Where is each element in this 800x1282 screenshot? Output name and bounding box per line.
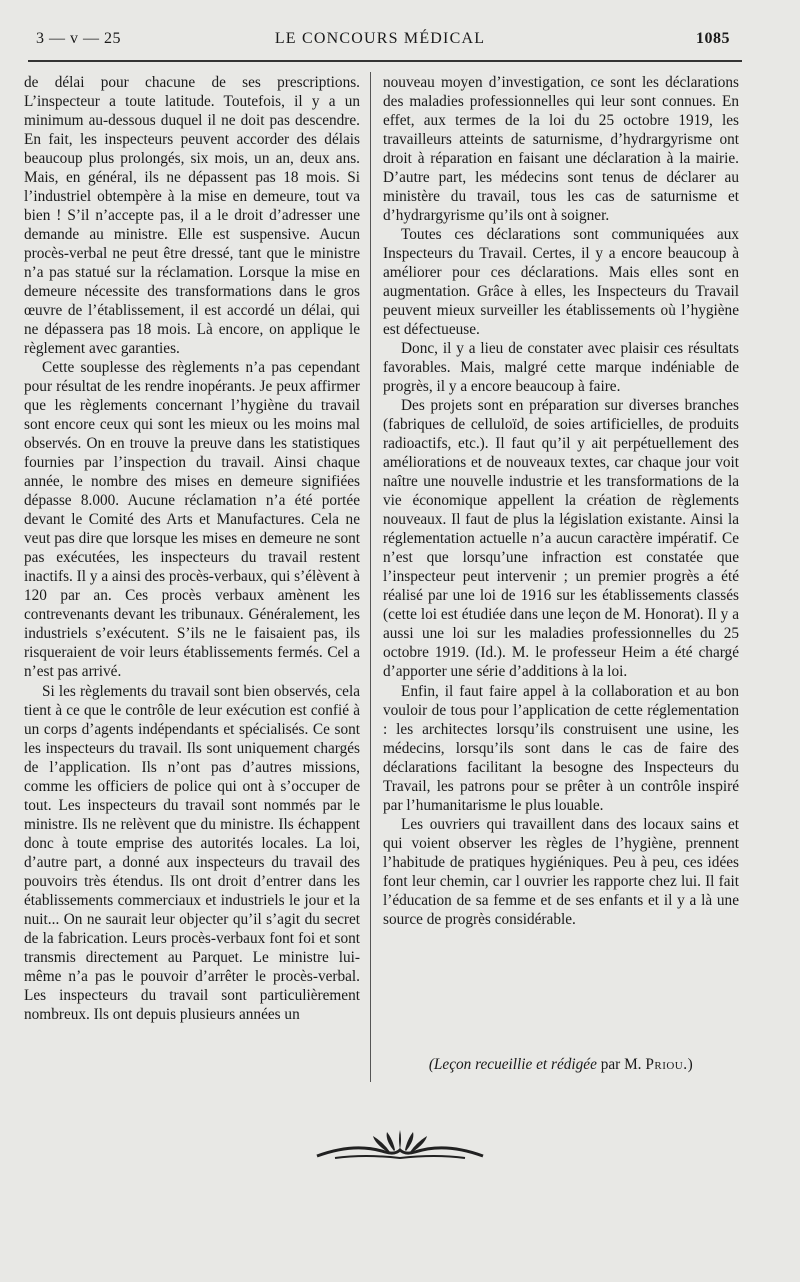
column-divider (370, 72, 371, 1082)
signature-mark: 3 — v — 25 (36, 30, 121, 47)
fleuron-ornament-icon (315, 1128, 485, 1162)
right-paragraph-3: Donc, il y a lieu de constater avec plaisir ces résultats favorables. Mais, malgré cette marque indéniable de progrès, il y a encore beaucoup à faire. (383, 340, 739, 396)
author-signature (383, 1056, 739, 1074)
left-paragraph-3: Si les règlements du travail sont bien observés, cela tient à ce que le contrôle de leur exécution est confié à un corps d’agents indépendants et spécialisés. Ce sont les inspecteurs du travail. Ils sont uniquement chargés de l’application. Ils n’ont pas d’autres missions, comme les officiers de police qui ont à s’occuper de tout. Les inspecteurs du travail sont nommés par le ministre. Ils ne relèvent que du ministre. Ils échappent donc à toute emprise des autorités locales. La loi, d’autre part, a donné aux inspecteurs du travail des pouvoirs très étendus. Ils ont droit d’entrer dans les établissements commerciaux et industriels le jour et la nuit... On ne saurait leur objecter qu’il s’agit du secret de la fabrication. Leurs procès-verbaux font foi et sont transmis directement au Parquet. Le ministre lui-même n’a pas le pouvoir d’arrêter le procès-verbal. Les inspecteurs du travail sont particulièrement nombreux. Ils ont depuis plusieurs années un (24, 682, 360, 1023)
header-rule (28, 60, 742, 62)
signature-by: par M. (600, 1056, 642, 1073)
page-number: 1085 (696, 30, 730, 47)
right-paragraph-1: nouveau moyen d’investigation, ce sont les déclarations des maladies professionnelles qui leur sont connues. En effet, aux termes de la loi du 25 octobre 1919, les travailleurs atteints de saturnisme, d’hydrargyrisme ont droit à réparation en faisant une déclaration à la mairie. D’autre part, les médecins sont tenus de déclarer au ministère du travail, tous les cas de saturnisme et d’hydrargyrisme qu’ils ont à soigner. (383, 74, 739, 225)
signature-name: Priou.) (645, 1056, 694, 1073)
page-header (30, 30, 730, 56)
left-paragraph-1: de délai pour chacune de ses prescriptions. L’inspecteur a toute latitude. Toutefois, il y a un minimum au-dessous duquel il ne doit pas descendre. En fait, les inspecteurs peuvent accorder des délais beaucoup plus prolongés, six mois, un an, deux ans. Mais, en général, ils ne dépassent pas 18 mois. Si l’industriel obtempère à la mise en demeure, tout va bien ! S’il n’accepte pas, il a le droit d’adresser une demande au ministre. Elle est suspensive. Aucun procès-verbal ne peut être dressé, tant que le ministre n’a pas statué sur la réclamation. Lorsque la mise en demeure nécessite des transformations dans le gros œuvre de l’établissement, il est accordé un délai, qui ne dépassera pas 18 mois. Là encore, on applique le règlement avec garanties. (24, 74, 360, 358)
left-paragraph-2: Cette souplesse des règlements n’a pas cependant pour résultat de les rendre inopérants. Je peux affirmer que les règlements concernant l’hygiène du travail sont encore ceux qui sont les mieux ou les moins mal observés. On en trouve la preuve dans les statistiques fournies par l’inspection du travail. Ainsi chaque année, le nombre des mises en demeure signifiées dépasse 8.000. Aucune réclamation n’a été portée devant le Comité des Arts et Manufactures. Cela ne veut pas dire que lorsque les mises en demeure ne sont pas exécutées, les inspecteurs du travail restent inactifs. Il y a ainsi des procès-verbaux, qui s’élèvent à 120 par an. Ces procès verbaux amènent les contrevenants devant les tribunaux. Généralement, les industriels s’exécutent. S’ils ne le faisaient pas, ils risqueraient de voir leurs établissements fermés. Cel a n’est pas arrivé. (24, 359, 360, 681)
right-column (383, 73, 739, 929)
right-paragraph-2: Toutes ces déclarations sont communiquées aux Inspecteurs du Travail. Certes, il y a encore beaucoup à améliorer pour ces déclarations. Mais elles sont en augmentation. Grâce à elles, les Inspecteurs du Travail peuvent mieux surveiller les établissements où l’hygiène est défectueuse. (383, 226, 739, 339)
right-paragraph-6: Les ouvriers qui travaillent dans des locaux sains et qui voient observer les règles de l’hygiène, prennent l’habitude de pratiques hygiéniques. Peu à peu, ces idées font leur chemin, car l ouvrier les rapporte chez lui. Il fait l’éducation de sa femme et de ses enfants et il y a là une source de progrès considérable. (383, 815, 739, 928)
right-paragraph-4: Des projets sont en préparation sur diverses branches (fabriques de celluloïd, de soies artificielles, de produits radioactifs, etc.). Il faut qu’il y ait perpétuellement des améliorations et de nouveaux textes, car chaque jour voit naître une nouvelle industrie et les transformations de la vie économique appellent la création de règlements nouveaux. Il faut de plus la législation existante. Ainsi la réglementation actuelle n’a aucun caractère impératif. Ce n’est que lorsqu’une infraction est constatée que l’inspecteur peut intervenir ; un premier progrès a été réalisé par une loi de 1916 sur les établissements classés (cette loi est étudiée dans une leçon de M. Honorat). Il y a aussi une loi sur les maladies professionnelles du 25 octobre 1919. (Id.). M. le professeur Heim a été chargé d’apporter une série d’additions à la loi. (383, 397, 739, 681)
left-column (24, 73, 360, 1024)
signature-italic: (Leçon recueillie et rédigée (428, 1056, 597, 1073)
journal-title: LE CONCOURS MÉDICAL (274, 30, 486, 47)
right-paragraph-5: Enfin, il faut faire appel à la collaboration et au bon vouloir de tous pour l’application de cette réglementation : les architectes lorsqu’ils construisent une usine, les médecins, lorsqu’ils sont dans le cas de faire des déclarations facilitant la besogne des Inspecteurs du Travail, les patrons pour se prêter à un contrôle inspiré par l’humanitarisme le plus louable. (383, 682, 739, 814)
